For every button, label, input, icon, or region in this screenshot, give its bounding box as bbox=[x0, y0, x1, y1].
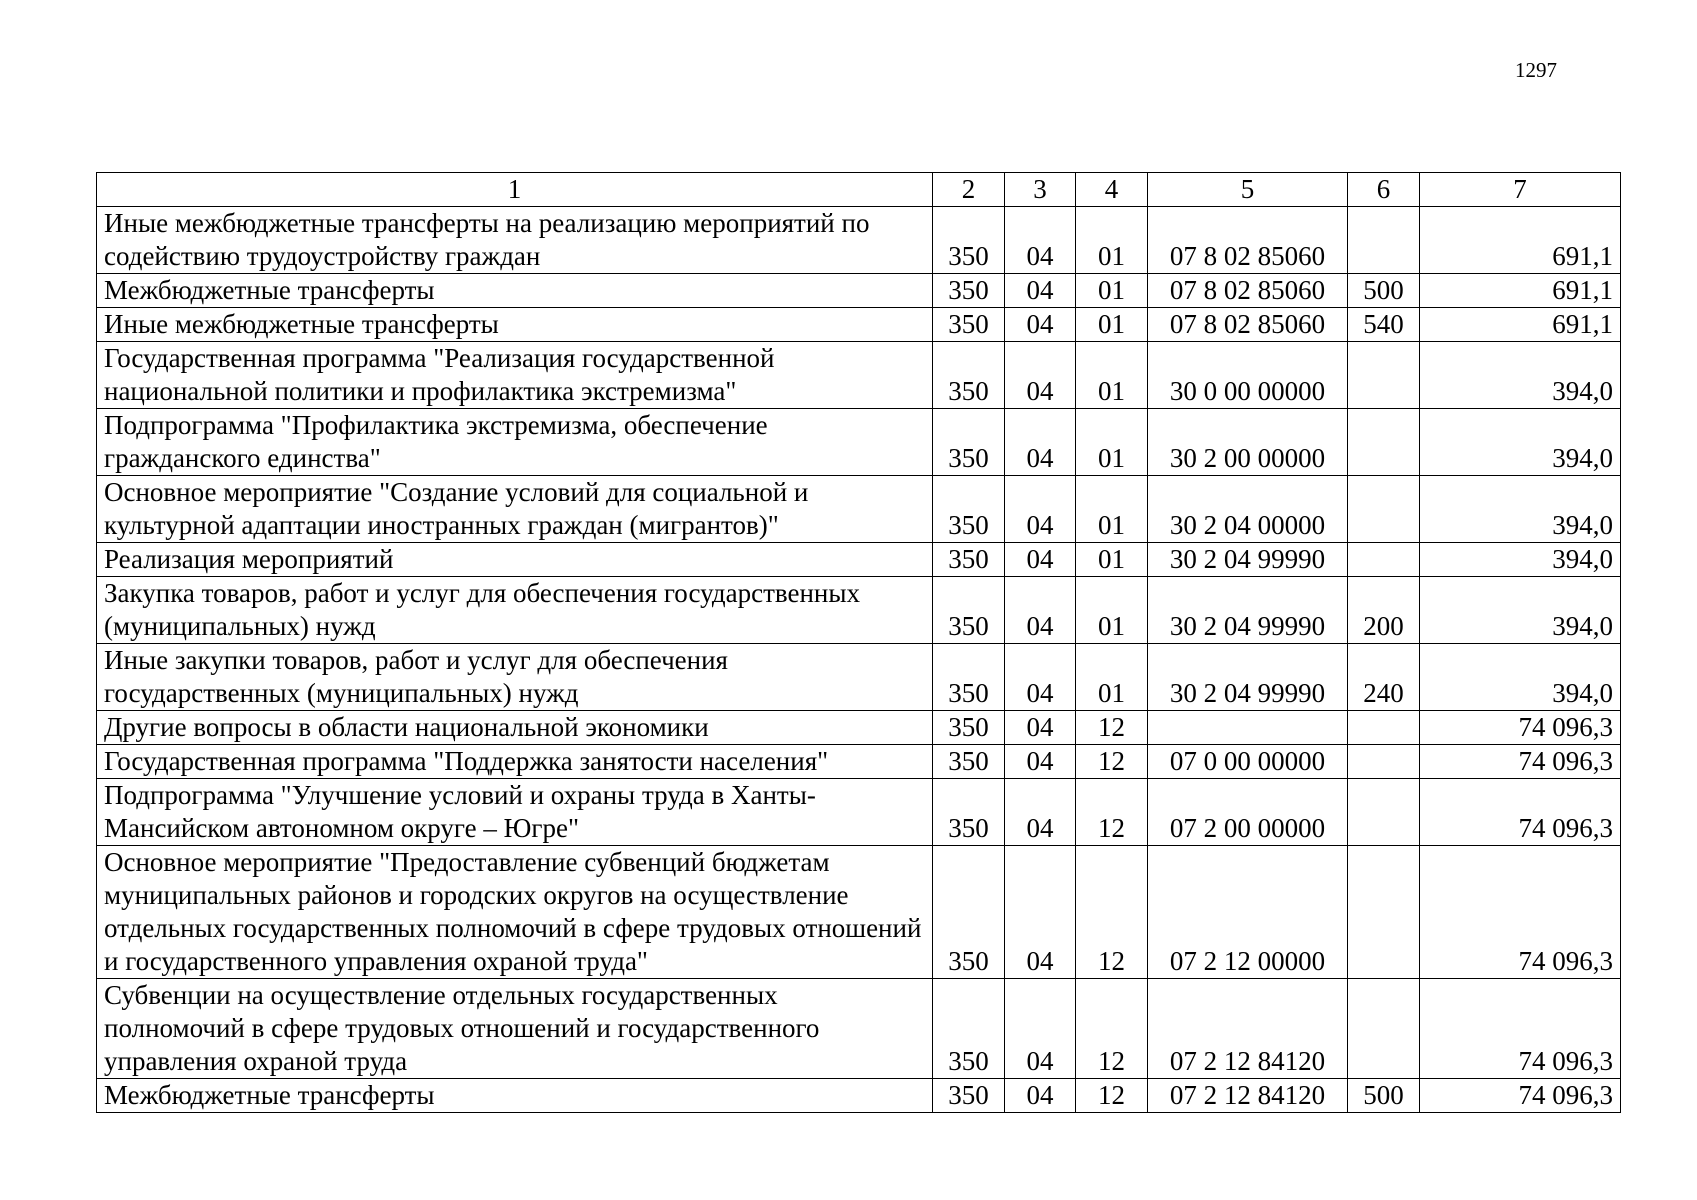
cell-col-2: 350 bbox=[933, 476, 1005, 543]
cell-col-7: 394,0 bbox=[1420, 476, 1621, 543]
cell-col-4: 01 bbox=[1076, 476, 1148, 543]
cell-col-2: 350 bbox=[933, 207, 1005, 274]
cell-col-3: 04 bbox=[1005, 409, 1076, 476]
table-row bbox=[97, 577, 1621, 644]
cell-col-4: 01 bbox=[1076, 274, 1148, 308]
cell-col-3: 04 bbox=[1005, 644, 1076, 711]
cell-col-4: 12 bbox=[1076, 711, 1148, 745]
cell-col-5: 30 0 00 00000 bbox=[1148, 342, 1348, 409]
cell-col-2: 350 bbox=[933, 308, 1005, 342]
cell-col-2: 350 bbox=[933, 342, 1005, 409]
cell-name: Основное мероприятие "Создание условий для социальной и культурной адаптации иностранных граждан (мигрантов)" bbox=[97, 476, 933, 543]
cell-col-6 bbox=[1348, 207, 1420, 274]
header-col-6: 6 bbox=[1348, 173, 1420, 207]
header-col-2: 2 bbox=[933, 173, 1005, 207]
cell-col-5: 07 8 02 85060 bbox=[1148, 308, 1348, 342]
cell-col-2: 350 bbox=[933, 644, 1005, 711]
cell-name: Другие вопросы в области национальной экономики bbox=[97, 711, 933, 745]
cell-col-6 bbox=[1348, 745, 1420, 779]
cell-col-7: 394,0 bbox=[1420, 644, 1621, 711]
cell-col-5: 30 2 04 99990 bbox=[1148, 644, 1348, 711]
cell-col-3: 04 bbox=[1005, 979, 1076, 1079]
table-row bbox=[97, 644, 1621, 711]
cell-col-5: 07 2 12 84120 bbox=[1148, 1079, 1348, 1113]
header-row bbox=[97, 173, 1621, 207]
cell-col-3: 04 bbox=[1005, 577, 1076, 644]
cell-col-7: 691,1 bbox=[1420, 308, 1621, 342]
cell-col-6 bbox=[1348, 543, 1420, 577]
cell-col-6 bbox=[1348, 979, 1420, 1079]
header-col-5: 5 bbox=[1148, 173, 1348, 207]
cell-col-7: 74 096,3 bbox=[1420, 745, 1621, 779]
cell-col-6 bbox=[1348, 846, 1420, 979]
table-row bbox=[97, 711, 1621, 745]
table-row bbox=[97, 1079, 1621, 1113]
cell-col-5: 30 2 04 00000 bbox=[1148, 476, 1348, 543]
cell-name: Государственная программа "Поддержка занятости населения" bbox=[97, 745, 933, 779]
cell-name: Подпрограмма "Профилактика экстремизма, обеспечение гражданского единства" bbox=[97, 409, 933, 476]
cell-col-2: 350 bbox=[933, 979, 1005, 1079]
table-row bbox=[97, 308, 1621, 342]
cell-col-5: 07 2 12 00000 bbox=[1148, 846, 1348, 979]
cell-col-4: 01 bbox=[1076, 409, 1148, 476]
cell-col-3: 04 bbox=[1005, 846, 1076, 979]
cell-name: Межбюджетные трансферты bbox=[97, 274, 933, 308]
cell-col-4: 01 bbox=[1076, 342, 1148, 409]
cell-col-2: 350 bbox=[933, 543, 1005, 577]
cell-col-2: 350 bbox=[933, 1079, 1005, 1113]
cell-col-3: 04 bbox=[1005, 745, 1076, 779]
table-row bbox=[97, 979, 1621, 1079]
cell-col-5: 30 2 04 99990 bbox=[1148, 543, 1348, 577]
cell-name: Реализация мероприятий bbox=[97, 543, 933, 577]
cell-name: Субвенции на осуществление отдельных государственных полномочий в сфере трудовых отношений и государственного управления охраной труда bbox=[97, 979, 933, 1079]
cell-col-3: 04 bbox=[1005, 779, 1076, 846]
table-body bbox=[97, 207, 1621, 1113]
cell-col-7: 74 096,3 bbox=[1420, 846, 1621, 979]
cell-col-7: 74 096,3 bbox=[1420, 779, 1621, 846]
cell-col-7: 394,0 bbox=[1420, 577, 1621, 644]
cell-col-5: 07 8 02 85060 bbox=[1148, 274, 1348, 308]
cell-name: Иные межбюджетные трансферты bbox=[97, 308, 933, 342]
cell-col-4: 01 bbox=[1076, 308, 1148, 342]
cell-col-5: 07 8 02 85060 bbox=[1148, 207, 1348, 274]
cell-col-3: 04 bbox=[1005, 274, 1076, 308]
table-header bbox=[97, 173, 1621, 207]
page-number: 1297 bbox=[1515, 58, 1557, 82]
cell-col-3: 04 bbox=[1005, 711, 1076, 745]
table-row bbox=[97, 846, 1621, 979]
header-col-3: 3 bbox=[1005, 173, 1076, 207]
header-col-7: 7 bbox=[1420, 173, 1621, 207]
cell-name: Межбюджетные трансферты bbox=[97, 1079, 933, 1113]
cell-col-5 bbox=[1148, 711, 1348, 745]
cell-col-6 bbox=[1348, 711, 1420, 745]
cell-name: Государственная программа "Реализация государственной национальной политики и профилактика экстремизма" bbox=[97, 342, 933, 409]
budget-table bbox=[96, 172, 1621, 1113]
cell-col-4: 12 bbox=[1076, 846, 1148, 979]
cell-col-3: 04 bbox=[1005, 207, 1076, 274]
table-row bbox=[97, 745, 1621, 779]
cell-col-3: 04 bbox=[1005, 342, 1076, 409]
cell-col-6: 240 bbox=[1348, 644, 1420, 711]
table-row bbox=[97, 409, 1621, 476]
cell-col-3: 04 bbox=[1005, 1079, 1076, 1113]
cell-col-6: 500 bbox=[1348, 1079, 1420, 1113]
cell-col-6 bbox=[1348, 779, 1420, 846]
cell-name: Иные межбюджетные трансферты на реализацию мероприятий по содействию трудоустройству граждан bbox=[97, 207, 933, 274]
cell-col-6: 540 bbox=[1348, 308, 1420, 342]
table-row bbox=[97, 207, 1621, 274]
cell-col-4: 01 bbox=[1076, 577, 1148, 644]
cell-col-7: 691,1 bbox=[1420, 274, 1621, 308]
cell-col-4: 12 bbox=[1076, 1079, 1148, 1113]
cell-col-5: 07 0 00 00000 bbox=[1148, 745, 1348, 779]
header-col-4: 4 bbox=[1076, 173, 1148, 207]
table-row bbox=[97, 779, 1621, 846]
cell-col-2: 350 bbox=[933, 409, 1005, 476]
cell-col-2: 350 bbox=[933, 745, 1005, 779]
table-row bbox=[97, 342, 1621, 409]
cell-col-4: 12 bbox=[1076, 779, 1148, 846]
cell-col-2: 350 bbox=[933, 711, 1005, 745]
cell-col-4: 12 bbox=[1076, 979, 1148, 1079]
cell-col-7: 74 096,3 bbox=[1420, 1079, 1621, 1113]
cell-col-4: 01 bbox=[1076, 543, 1148, 577]
cell-col-5: 07 2 00 00000 bbox=[1148, 779, 1348, 846]
table-row bbox=[97, 274, 1621, 308]
cell-name: Закупка товаров, работ и услуг для обеспечения государственных (муниципальных) нужд bbox=[97, 577, 933, 644]
cell-col-6: 200 bbox=[1348, 577, 1420, 644]
cell-col-3: 04 bbox=[1005, 543, 1076, 577]
cell-col-4: 12 bbox=[1076, 745, 1148, 779]
cell-col-7: 394,0 bbox=[1420, 342, 1621, 409]
cell-col-7: 74 096,3 bbox=[1420, 711, 1621, 745]
cell-col-5: 30 2 00 00000 bbox=[1148, 409, 1348, 476]
cell-col-4: 01 bbox=[1076, 207, 1148, 274]
cell-col-2: 350 bbox=[933, 577, 1005, 644]
cell-col-6 bbox=[1348, 476, 1420, 543]
cell-name: Подпрограмма "Улучшение условий и охраны труда в Ханты-Мансийском автономном округе – Югре" bbox=[97, 779, 933, 846]
cell-col-6: 500 bbox=[1348, 274, 1420, 308]
cell-col-5: 30 2 04 99990 bbox=[1148, 577, 1348, 644]
cell-col-7: 394,0 bbox=[1420, 543, 1621, 577]
cell-col-2: 350 bbox=[933, 779, 1005, 846]
cell-name: Иные закупки товаров, работ и услуг для обеспечения государственных (муниципальных) нужд bbox=[97, 644, 933, 711]
cell-col-3: 04 bbox=[1005, 308, 1076, 342]
cell-col-5: 07 2 12 84120 bbox=[1148, 979, 1348, 1079]
cell-col-4: 01 bbox=[1076, 644, 1148, 711]
table-row bbox=[97, 476, 1621, 543]
cell-col-7: 74 096,3 bbox=[1420, 979, 1621, 1079]
cell-col-7: 394,0 bbox=[1420, 409, 1621, 476]
cell-col-7: 691,1 bbox=[1420, 207, 1621, 274]
cell-col-3: 04 bbox=[1005, 476, 1076, 543]
cell-col-2: 350 bbox=[933, 846, 1005, 979]
table-row bbox=[97, 543, 1621, 577]
cell-col-6 bbox=[1348, 342, 1420, 409]
cell-col-6 bbox=[1348, 409, 1420, 476]
cell-col-2: 350 bbox=[933, 274, 1005, 308]
header-col-1: 1 bbox=[97, 173, 933, 207]
cell-name: Основное мероприятие "Предоставление субвенций бюджетам муниципальных районов и городских округов на осуществление отдельных государственных полномочий в сфере трудовых отношений и государственного управления охраной труда" bbox=[97, 846, 933, 979]
